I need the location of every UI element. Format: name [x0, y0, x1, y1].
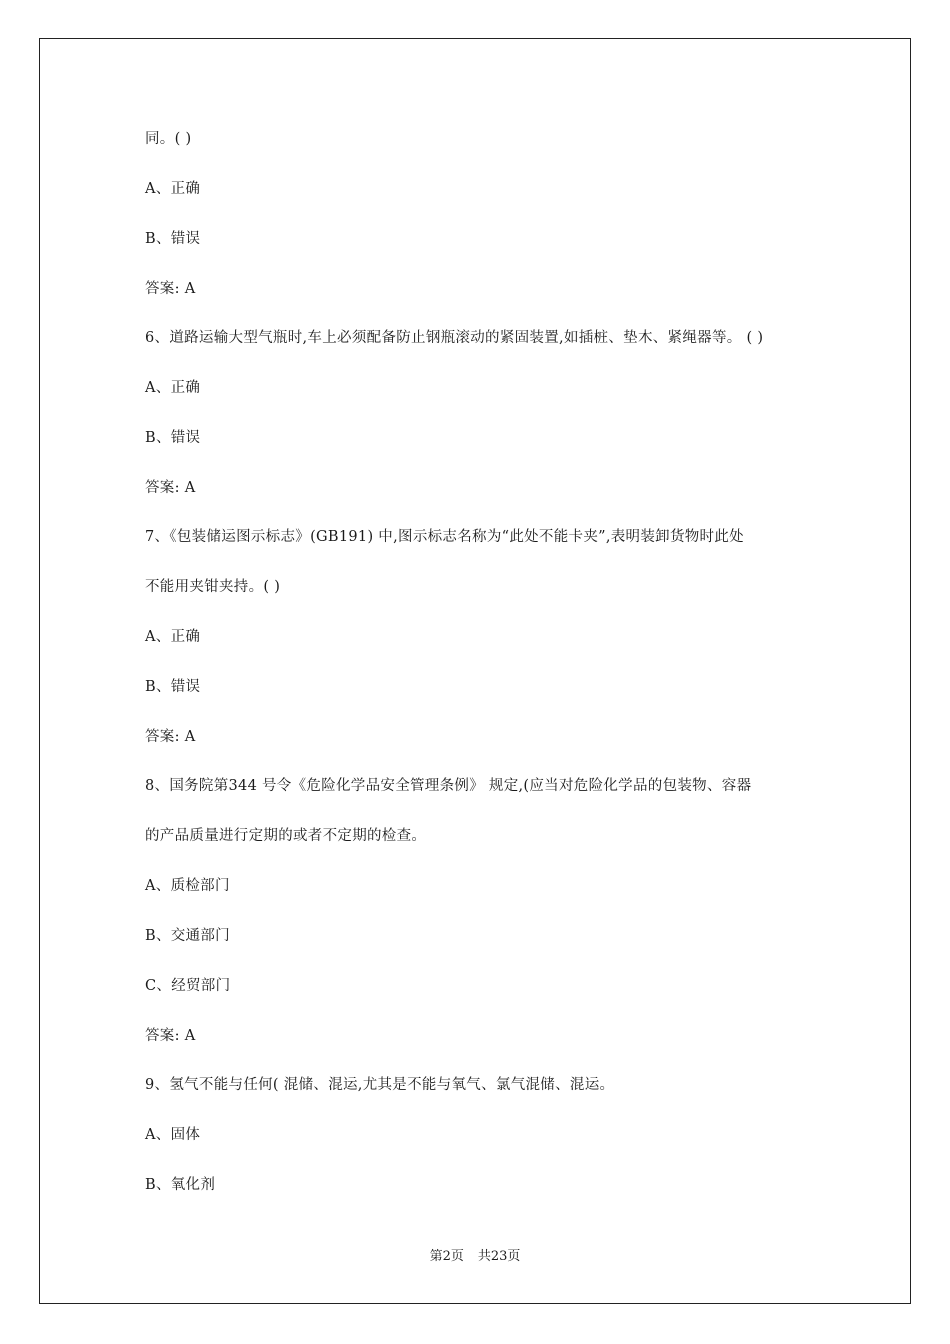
option-a: A、正确 — [145, 629, 201, 645]
answer-line: 答案: A — [145, 281, 196, 297]
page-footer — [0, 1248, 950, 1266]
option-b: B、错误 — [145, 430, 201, 446]
page-border — [39, 38, 911, 1304]
question-5-continuation: 同。( ) — [145, 131, 192, 147]
question-7: 7、《包装储运图示标志》(GB191) 中,图示标志名称为“此处不能卡夹”,表明装卸货物时此处 — [145, 529, 744, 545]
question-7-continuation: 不能用夹钳夹持。( ) — [145, 579, 281, 595]
option-a: A、质检部门 — [145, 878, 230, 894]
page-number: 第2页 — [429, 1249, 464, 1264]
question-6: 6、道路运输大型气瓶时,车上必须配备防止钢瓶滚动的紧固装置,如插桩、垫木、紧绳器等。 ( ) — [145, 330, 764, 346]
option-b: B、交通部门 — [145, 928, 230, 944]
option-c: C、经贸部门 — [145, 978, 231, 994]
option-a: A、固体 — [145, 1127, 201, 1143]
option-a: A、正确 — [145, 380, 201, 396]
question-8-continuation: 的产品质量进行定期的或者不定期的检查。 — [145, 828, 427, 844]
answer-line: 答案: A — [145, 480, 196, 496]
answer-line: 答案: A — [145, 1028, 196, 1044]
option-a: A、正确 — [145, 181, 201, 197]
option-b: B、错误 — [145, 679, 201, 695]
option-b: B、错误 — [145, 231, 201, 247]
answer-line: 答案: A — [145, 729, 196, 745]
question-9: 9、氢气不能与任何( 混储、混运,尤其是不能与氧气、氯气混储、混运。 — [145, 1077, 615, 1093]
page-total: 共23页 — [477, 1249, 521, 1264]
question-8: 8、国务院第344 号令《危险化学品安全管理条例》 规定,(应当对危险化学品的包装物、容器 — [145, 778, 752, 794]
option-b: B、氧化剂 — [145, 1177, 216, 1193]
